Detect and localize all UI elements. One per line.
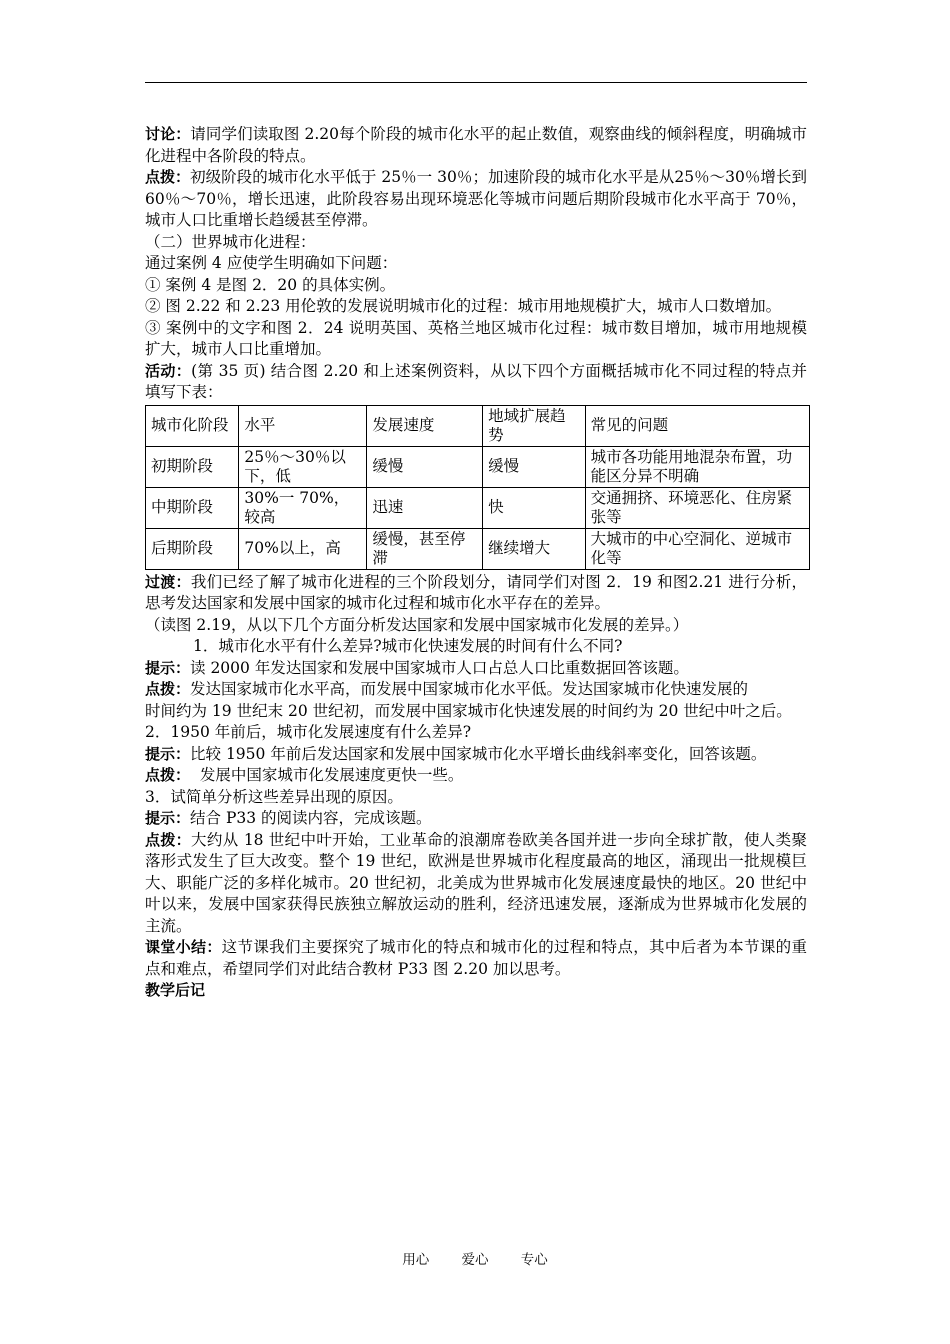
tip1-text: 初级阶段的城市化水平低于 25％一 30％；加速阶段的城市化水平是从25％～30％增长到 60％～70％，增长迅速，此阶段容易出现环境恶化等城市问题后期阶段城市化水平高于 70％，城市人口比重增长趋缓甚至停滞。 (145, 168, 807, 229)
table-cell: 缓慢 (483, 446, 586, 487)
hint2-paragraph (145, 744, 807, 766)
question-1: 1．城市化水平有什么差异?城市化快速发展的时间有什么不同? (193, 637, 623, 655)
table-cell: 迅速 (367, 487, 483, 528)
case-intro: 通过案例 4 应使学生明确如下问题： (145, 254, 398, 272)
case-item-1: ① 案例 4 是图 2．20 的具体实例。 (145, 275, 396, 294)
header-rule (145, 82, 807, 83)
hint3-text: 结合 P33 的阅读内容，完成该题。 (190, 809, 432, 827)
tip1-label: 点拨： (145, 168, 191, 186)
discussion-paragraph (145, 124, 807, 167)
hint3-paragraph (145, 808, 807, 830)
table-cell: 缓慢 (367, 446, 483, 487)
discussion-label: 讨论： (145, 125, 191, 143)
question-3: 3．试简单分析这些差异出现的原因。 (145, 787, 403, 806)
hint3-label: 提示： (145, 809, 191, 827)
table-cell: 交通拥挤、环境恶化、住房紧张等 (585, 487, 809, 528)
table-header-cell: 水平 (239, 405, 367, 446)
tip4-text: 大约从 18 世纪中叶开始，工业革命的浪潮席卷欧美各国并进一步向全球扩散，使人类聚落形式发生了巨大改变。整个 19 世纪，欧洲是世界城市化程度最高的地区，涌现出一批规模巨大、职能广泛的多样化城市。20 世纪初，北美成为世界城市化发展速度最快的地区。20 世纪中叶以来，发展中国家获得民族独立解放运动的胜利，经济迅速发展，逐渐成为世界城市化发展的主流。 (145, 830, 807, 935)
transition-label: 过渡： (145, 572, 191, 591)
table-header-cell: 城市化阶段 (146, 405, 239, 446)
activity-label: 活动： (145, 361, 192, 380)
table-cell: 25％～30％以下，低 (239, 446, 367, 487)
table-header-cell: 发展速度 (367, 405, 483, 446)
table-header-cell: 地域扩展趋势 (483, 405, 586, 446)
table-cell: 大城市的中心空洞化、逆城市化等 (585, 528, 809, 569)
section2-heading: （二）世界城市化进程： (145, 232, 316, 251)
hint1-text: 读 2000 年发达国家和发展中国家城市人口占总人口比重数据回答该题。 (190, 658, 689, 677)
transition-paragraph (145, 572, 807, 615)
table-cell: 初期阶段 (146, 446, 239, 487)
lesson-content (145, 124, 807, 1002)
tip3-text: 发展中国家城市化发展速度更快一些。 (190, 766, 464, 784)
activity-paragraph (145, 361, 807, 404)
tip1-paragraph (145, 167, 807, 232)
table-cell: 快 (483, 487, 586, 528)
table-header-row (146, 405, 810, 446)
tip3-paragraph (145, 765, 807, 787)
table-cell: 后期阶段 (146, 528, 239, 569)
tip4-paragraph (145, 830, 807, 938)
table-cell: 缓慢，甚至停滞 (367, 528, 483, 569)
footer-text: 专心 (520, 1252, 548, 1268)
hint1-label: 提示： (145, 658, 191, 677)
question-2: 2．1950 年前后，城市化发展速度有什么差异? (145, 723, 472, 741)
footer-text: 爱心 (461, 1252, 489, 1268)
summary-text: 这节课我们主要探究了城市化的特点和城市化的过程和特点，其中后者为本节课的重点和难点，希望同学们对此结合教材 P33 图 2.20 加以思考。 (145, 938, 807, 978)
transition-text: 我们已经了解了城市化进程的三个阶段划分，请同学们对图 2．19 和图2.21 进行分析，思考发达国家和发展中国家的城市化过程和城市化水平存在的差异。 (145, 572, 807, 612)
table-header-cell: 常见的问题 (585, 405, 809, 446)
summary-label: 课堂小结： (145, 938, 222, 956)
table-row (146, 446, 810, 487)
table-cell: 中期阶段 (146, 487, 239, 528)
table-cell: 30%一 70%，较高 (239, 487, 367, 528)
hint1-paragraph (145, 658, 807, 680)
table-cell: 城市各功能用地混杂布置，功能区分异不明确 (585, 446, 809, 487)
summary-paragraph (145, 937, 807, 980)
table-row (146, 487, 810, 528)
footer-text: 用心 (402, 1252, 430, 1268)
hint2-text: 比较 1950 年前后发达国家和发展中国家城市化水平增长曲线斜率变化，回答该题。 (190, 744, 767, 763)
case-item-3: ③ 案例中的文字和图 2．24 说明英国、英格兰地区城市化过程：城市数目增加，城市用地规模扩大，城市人口比重增加。 (145, 318, 807, 358)
hint2-label: 提示： (145, 744, 191, 763)
page-footer (0, 1248, 950, 1268)
discussion-text: 请同学们读取图 2.20每个阶段的城市化水平的起止数值，观察曲线的倾斜程度，明确城市化进程中各阶段的特点。 (145, 125, 807, 165)
tip4-label: 点拨： (145, 830, 192, 849)
tip2-paragraph (145, 679, 807, 701)
table-cell: 继续增大 (483, 528, 586, 569)
case-item-2: ② 图 2.22 和 2.23 用伦敦的发展说明城市化的过程：城市用地规模扩大，城市人口数增加。 (145, 297, 782, 315)
table-cell: 70%以上，高 (239, 528, 367, 569)
activity-text: (第 35 页) 结合图 2.20 和上述案例资料，从以下四个方面概括城市化不同过程的特点并填写下表： (145, 361, 807, 401)
table-row (146, 528, 810, 569)
tip2-label: 点拨： (145, 680, 191, 698)
tip2-continuation: 时间约为 19 世纪末 20 世纪初，而发展中国家城市化快速发展的时间约为 20 世纪中叶之后。 (145, 701, 792, 720)
read-note: （读图 2.19，从以下几个方面分析发达国家和发展中国家城市化发展的差异。） (145, 615, 689, 634)
tip2-text: 发达国家城市化水平高，而发展中国家城市化水平低。发达国家城市化快速发展的 (190, 680, 749, 698)
tip3-label: 点拨： (145, 766, 191, 784)
afterword-heading: 教学后记 (145, 981, 206, 999)
urbanization-stage-table (145, 405, 810, 570)
